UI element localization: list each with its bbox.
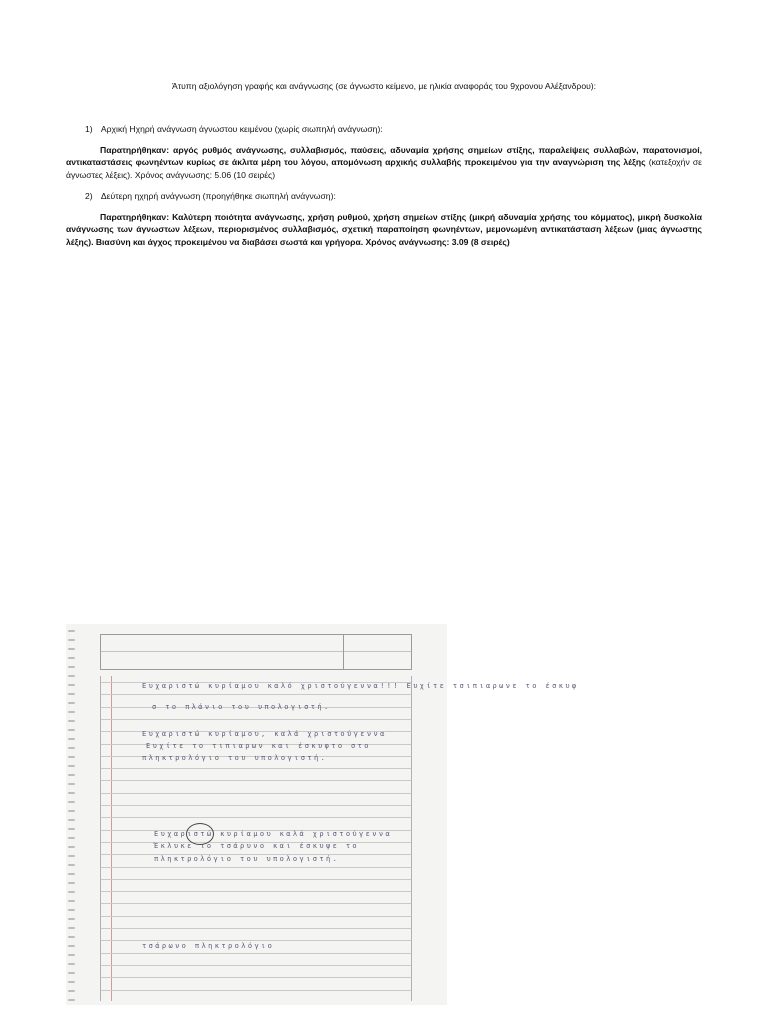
binder-hole (68, 774, 75, 776)
binder-hole (68, 828, 75, 830)
teacher-circle-mark (186, 823, 214, 845)
binder-hole (68, 855, 75, 857)
binder-hole (68, 720, 75, 722)
binder-hole (68, 945, 75, 947)
section-1-paragraph (66, 144, 702, 181)
binder-hole (68, 657, 75, 659)
ruled-line (101, 928, 411, 929)
handwriting-scan (66, 624, 579, 1005)
section-1-number: 1) (85, 124, 93, 134)
binder-hole (68, 693, 75, 695)
binder-hole (68, 765, 75, 767)
binder-hole (68, 738, 75, 740)
section-2-paragraph (66, 211, 702, 248)
binder-hole (68, 756, 75, 758)
binder-hole (68, 747, 75, 749)
binder-hole (68, 990, 75, 992)
section-1-label: Παρατηρήθηκαν: (100, 145, 170, 155)
binder-hole (68, 639, 75, 641)
ruled-line (101, 891, 411, 892)
page-title: Άτυπη αξιολόγηση γραφής και ανάγνωσης (σε άγνωστο κείμενο, με ηλικία αναφοράς του 9χρονου Αλέξανδρου): (171, 81, 597, 91)
handwriting-line-3: Ευχαριστώ κυρίαμου, καλά χριστούγεννα (142, 730, 387, 738)
section-1-body: αργός ρυθμός ανάγνωσης, συλλαβισμός, παύσεις, αδυναμία χρήσης σημείων στίξης, παραλείψεις συλλαβών, παρατονισμοί, αντικαταστάσεις φωνηέντων κυρίως σε άκλιτα μέρη του λόγου, απομόνωση αρχικής συλλαβής προκειμένου για την αναγνώριση της λέξης (66, 145, 703, 168)
binder-hole (68, 837, 75, 839)
section-1-tail: (κατεξοχήν σε άγνωστες λέξεις). Χρόνος ανάγνωσης: 5.06 (10 σειρές) (66, 157, 702, 180)
ruled-line (101, 867, 411, 868)
handwriting-line-5: πληκτρολόγιο του υπολογιστή. (142, 754, 328, 762)
binder-hole (68, 792, 75, 794)
ruled-line (101, 694, 411, 695)
ruled-line (101, 768, 411, 769)
binder-hole (68, 864, 75, 866)
binder-hole (68, 648, 75, 650)
binder-hole (68, 810, 75, 812)
handwriting-line-1: Ευχαριστώ κυρίαμου καλό χριστούγεννα!!! Ευχίτε τσιπιαρωνε το έσκυφ (142, 682, 579, 690)
ruled-line (101, 990, 411, 991)
binder-hole (68, 675, 75, 677)
binder-hole (68, 846, 75, 848)
binder-holes (66, 624, 80, 1005)
handwriting-line-7: Έκλυκε το τσάρυνο και έσκυψε το (154, 842, 360, 850)
sheet-header-box (100, 634, 412, 670)
section-2-heading-text: Δεύτερη ηχηρή ανάγνωση (προηγήθηκε σιωπηλή ανάγνωση): (100, 191, 336, 201)
section-1-heading (85, 124, 383, 134)
section-1-heading-text: Αρχική Ηχηρή ανάγνωση άγνωστου κειμένου (χωρίς σιωπηλή ανάγνωση): (100, 124, 383, 134)
binder-hole (68, 954, 75, 956)
section-2-number: 2) (85, 191, 93, 201)
binder-hole (68, 981, 75, 983)
handwriting-line-8: πληκτρολόγιο του υπολογιστή. (154, 855, 340, 863)
ruled-sheet (100, 676, 412, 1001)
ruled-line (101, 805, 411, 806)
binder-hole (68, 819, 75, 821)
ruled-line (101, 965, 411, 966)
ruled-line (101, 953, 411, 954)
binder-hole (68, 963, 75, 965)
binder-hole (68, 711, 75, 713)
ruled-line (101, 817, 411, 818)
binder-hole (68, 909, 75, 911)
binder-hole (68, 999, 75, 1001)
binder-hole (68, 882, 75, 884)
binder-hole (68, 666, 75, 668)
ruled-line (101, 793, 411, 794)
handwriting-line-9: τσάρωνο πληκτρολόγιο (142, 942, 275, 950)
binder-hole (68, 684, 75, 686)
handwriting-line-4: Ευχίτε το τιπιαρων και έσκυφτο στο (146, 742, 371, 750)
binder-hole (68, 783, 75, 785)
binder-hole (68, 972, 75, 974)
section-2-heading (85, 191, 336, 201)
section-2-label: Παρατηρήθηκαν: (100, 212, 170, 222)
binder-hole (68, 630, 75, 632)
ruled-line (101, 977, 411, 978)
ruled-line (101, 780, 411, 781)
handwriting-line-2: σ το πλάνιο του υπολογιστή. (152, 703, 331, 711)
binder-hole (68, 729, 75, 731)
handwriting-line-6: Ευχαριστώ κυρίαμου καλά χριστούγεννα (154, 830, 393, 838)
binder-hole (68, 936, 75, 938)
binder-hole (68, 900, 75, 902)
binder-hole (68, 702, 75, 704)
ruled-line (101, 903, 411, 904)
binder-hole (68, 918, 75, 920)
ruled-line (101, 719, 411, 720)
binder-hole (68, 891, 75, 893)
binder-hole (68, 927, 75, 929)
ruled-line (101, 879, 411, 880)
ruled-line (101, 916, 411, 917)
section-2-body: Καλύτερη ποιότητα ανάγνωσης, χρήση ρυθμού, χρήση σημείων στίξης (μικρή αδυναμία χρήσης του κόμματος), μικρή δυσκολία ανάγνωσης των άγνωστων λέξεων, περιορισμένος συλλαβισμός, σχετική παραποίηση φωνηέντων, μεμονωμένη αντικατάσταση λέξεων (μιας άγνωστης λέξης). Βιασύνη και άγχος προκειμένου να διαβάσει σωστά και γρήγορα. Χρόνος ανάγνωσης: 3.09 (8 σειρές) (66, 212, 702, 247)
binder-hole (68, 801, 75, 803)
binder-hole (68, 873, 75, 875)
